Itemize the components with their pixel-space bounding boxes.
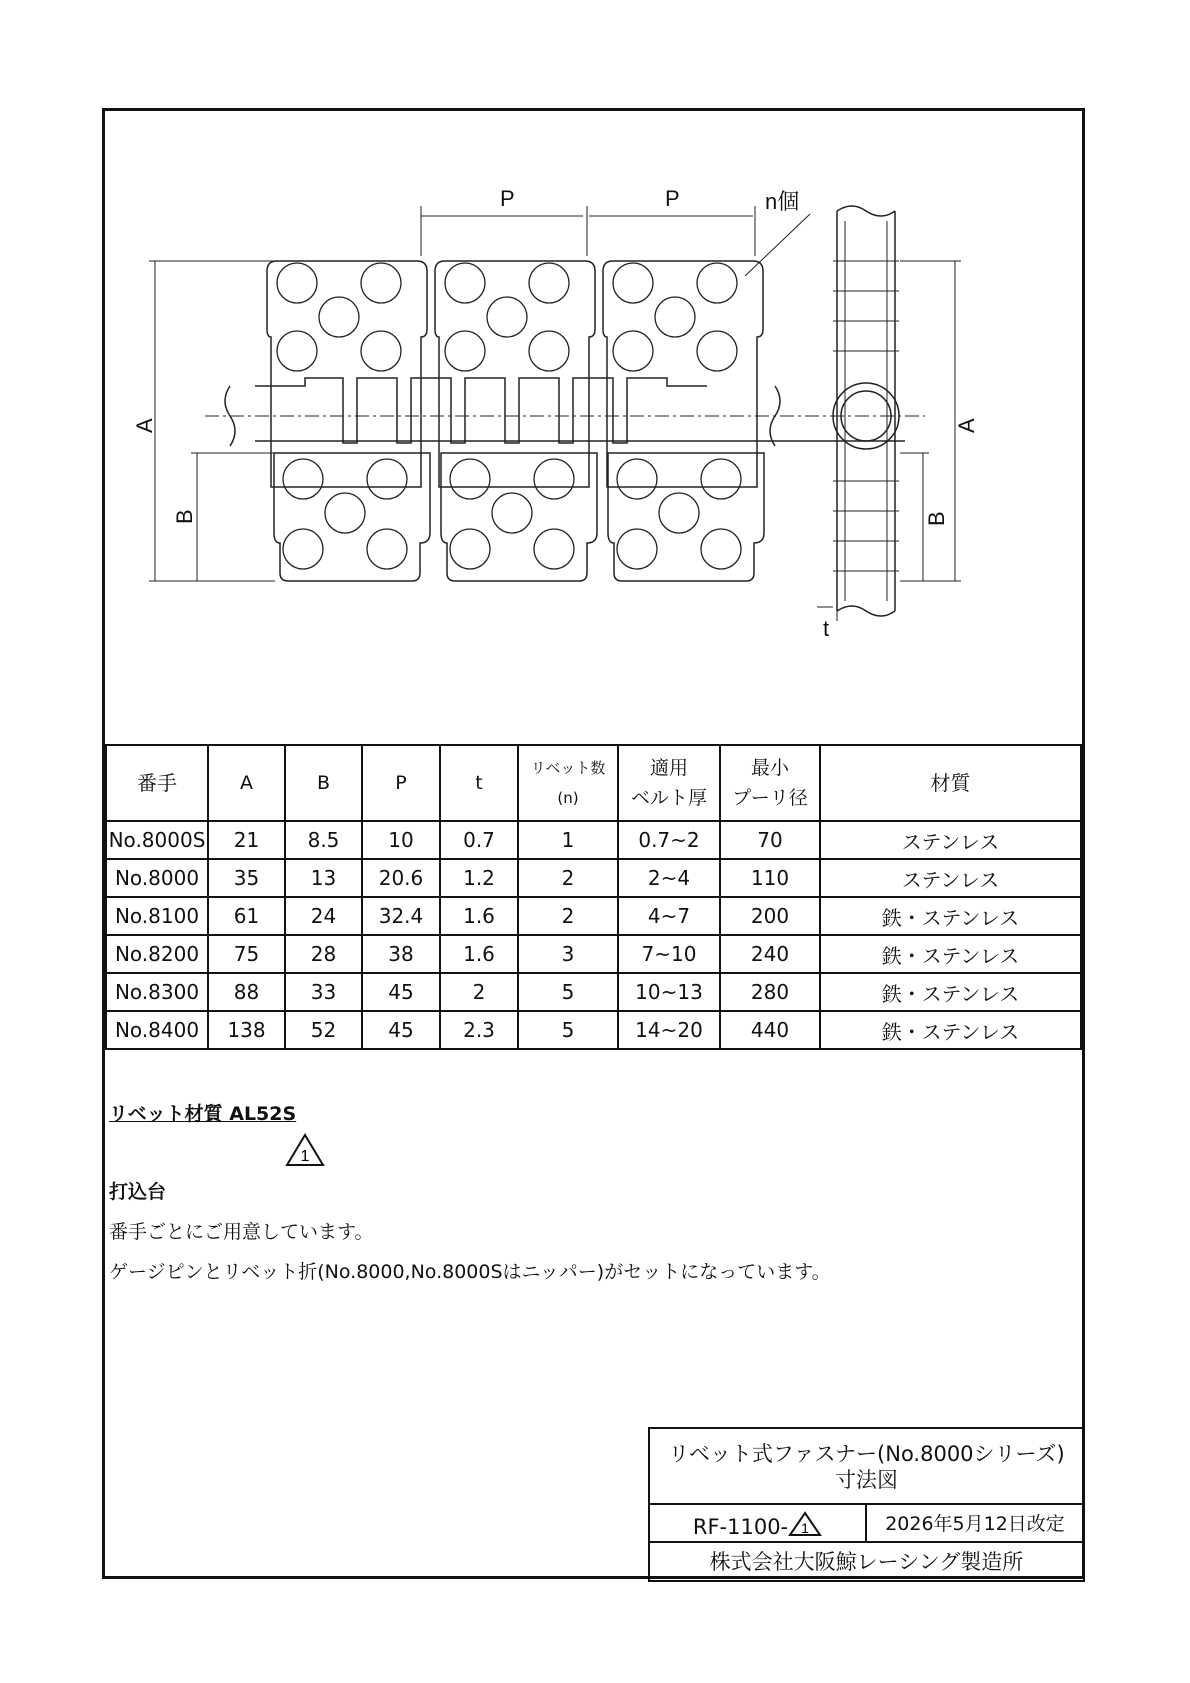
cell-b: 8.5 <box>285 821 362 859</box>
drawing-number-text: RF-1100- <box>692 1515 789 1539</box>
cell-ban: No.8100 <box>106 897 208 935</box>
cell-b: 13 <box>285 859 362 897</box>
cell-n: 3 <box>518 935 618 973</box>
label-p-1: P <box>500 186 515 211</box>
header-pulley-line2: プーリ径 <box>732 787 808 809</box>
label-b-right: B <box>924 511 949 526</box>
label-a-right: A <box>954 418 979 433</box>
company-box <box>648 1541 1085 1582</box>
cell-belt: 0.7~2 <box>618 821 720 859</box>
cell-n: 5 <box>518 1011 618 1049</box>
plate-bottom-3 <box>608 453 764 581</box>
revised-date: 2026年5月12日改定 <box>885 1513 1065 1535</box>
header-belt <box>618 745 720 821</box>
drawing-number-box <box>648 1503 867 1543</box>
label-n: n個 <box>765 189 800 214</box>
header-pulley-line1: 最小 <box>750 757 789 779</box>
header-ban: 番手 <box>106 745 208 821</box>
cell-ban: No.8400 <box>106 1011 208 1049</box>
rivet-material-note: リベット材質 AL52S <box>109 1103 297 1125</box>
cell-t: 0.7 <box>440 821 518 859</box>
title-box <box>648 1427 1085 1505</box>
cell-material: ステンレス <box>820 821 1081 859</box>
cell-belt: 14~20 <box>618 1011 720 1049</box>
cell-belt: 7~10 <box>618 935 720 973</box>
plate-bottom-2 <box>441 453 597 581</box>
cell-a: 88 <box>208 973 285 1011</box>
side-view <box>833 206 899 616</box>
table-row <box>106 821 1081 859</box>
drawing-frame <box>102 108 1085 1579</box>
cell-a: 21 <box>208 821 285 859</box>
table-row <box>106 935 1081 973</box>
header-rivet <box>518 745 618 821</box>
cell-material: 鉄・ステンレス <box>820 973 1081 1011</box>
cell-material: 鉄・ステンレス <box>820 1011 1081 1049</box>
cell-n: 1 <box>518 821 618 859</box>
note-line-1: 番手ごとにご用意しています。 <box>109 1221 374 1243</box>
hinge-teeth <box>255 378 707 443</box>
title-block <box>648 1427 1085 1582</box>
cell-t: 2 <box>440 973 518 1011</box>
notes-section <box>109 1099 1009 1283</box>
cell-pulley: 70 <box>720 821 820 859</box>
cell-a: 138 <box>208 1011 285 1049</box>
cell-t: 1.6 <box>440 935 518 973</box>
table-row <box>106 1011 1081 1049</box>
cell-n: 5 <box>518 973 618 1011</box>
header-rivet-line2: (n) <box>557 789 579 807</box>
cell-belt: 10~13 <box>618 973 720 1011</box>
header-t: t <box>440 745 518 821</box>
cell-p: 45 <box>362 973 440 1011</box>
revision-mark: 1 <box>300 1148 310 1165</box>
header-belt-line1: 適用 <box>649 757 688 779</box>
revision-triangle-icon <box>788 1511 822 1537</box>
cell-pulley: 280 <box>720 973 820 1011</box>
cell-pulley: 440 <box>720 1011 820 1049</box>
cell-p: 20.6 <box>362 859 440 897</box>
label-p-2: P <box>665 186 680 211</box>
cell-belt: 4~7 <box>618 897 720 935</box>
table-row <box>106 897 1081 935</box>
header-b: B <box>285 745 362 821</box>
revised-date-box <box>865 1503 1085 1543</box>
cell-n: 2 <box>518 897 618 935</box>
cell-pulley: 240 <box>720 935 820 973</box>
header-pulley <box>720 745 820 821</box>
label-a-left: A <box>132 418 157 433</box>
table-row <box>106 859 1081 897</box>
table-row <box>106 973 1081 1011</box>
header-p: P <box>362 745 440 821</box>
cell-b: 33 <box>285 973 362 1011</box>
plate-bottom-1 <box>274 453 430 581</box>
cell-ban: No.8000 <box>106 859 208 897</box>
cell-material: 鉄・ステンレス <box>820 935 1081 973</box>
cell-p: 32.4 <box>362 897 440 935</box>
header-a: A <box>208 745 285 821</box>
cell-ban: No.8000S <box>106 821 208 859</box>
cell-a: 75 <box>208 935 285 973</box>
cell-a: 61 <box>208 897 285 935</box>
cell-t: 1.6 <box>440 897 518 935</box>
cell-b: 52 <box>285 1011 362 1049</box>
cell-t: 1.2 <box>440 859 518 897</box>
cell-p: 38 <box>362 935 440 973</box>
cell-p: 45 <box>362 1011 440 1049</box>
note-line-2: ゲージピンとリベット折(No.8000,No.8000Sはニッパー)がセットになっています。 <box>109 1261 831 1283</box>
title-line-2: 寸法図 <box>835 1468 898 1492</box>
cell-material: 鉄・ステンレス <box>820 897 1081 935</box>
cell-ban: No.8300 <box>106 973 208 1011</box>
header-material: 材質 <box>820 745 1081 821</box>
header-belt-line2: ベルト厚 <box>630 787 707 809</box>
revision-number: 1 <box>801 1520 810 1536</box>
cell-t: 2.3 <box>440 1011 518 1049</box>
cell-pulley: 110 <box>720 859 820 897</box>
table-header-row <box>106 745 1081 821</box>
cell-belt: 2~4 <box>618 859 720 897</box>
cell-p: 10 <box>362 821 440 859</box>
header-rivet-line1: リベット数 <box>530 759 606 777</box>
label-t: t <box>823 616 830 641</box>
cell-b: 24 <box>285 897 362 935</box>
spec-table <box>105 744 1082 1050</box>
cell-ban: No.8200 <box>106 935 208 973</box>
revision-triangle-icon <box>285 1133 325 1167</box>
cell-pulley: 200 <box>720 897 820 935</box>
title-line-1: リベット式ファスナー(No.8000シリーズ) <box>668 1442 1065 1466</box>
drawing-number <box>650 1511 865 1540</box>
label-b-left: B <box>172 509 197 524</box>
cell-b: 28 <box>285 935 362 973</box>
fastener-drawing <box>105 111 1088 744</box>
cell-material: ステンレス <box>820 859 1081 897</box>
company-name: 株式会社大阪鯨レーシング製造所 <box>709 1550 1024 1574</box>
cell-n: 2 <box>518 859 618 897</box>
cell-a: 35 <box>208 859 285 897</box>
anvil-title: 打込台 <box>109 1181 167 1203</box>
